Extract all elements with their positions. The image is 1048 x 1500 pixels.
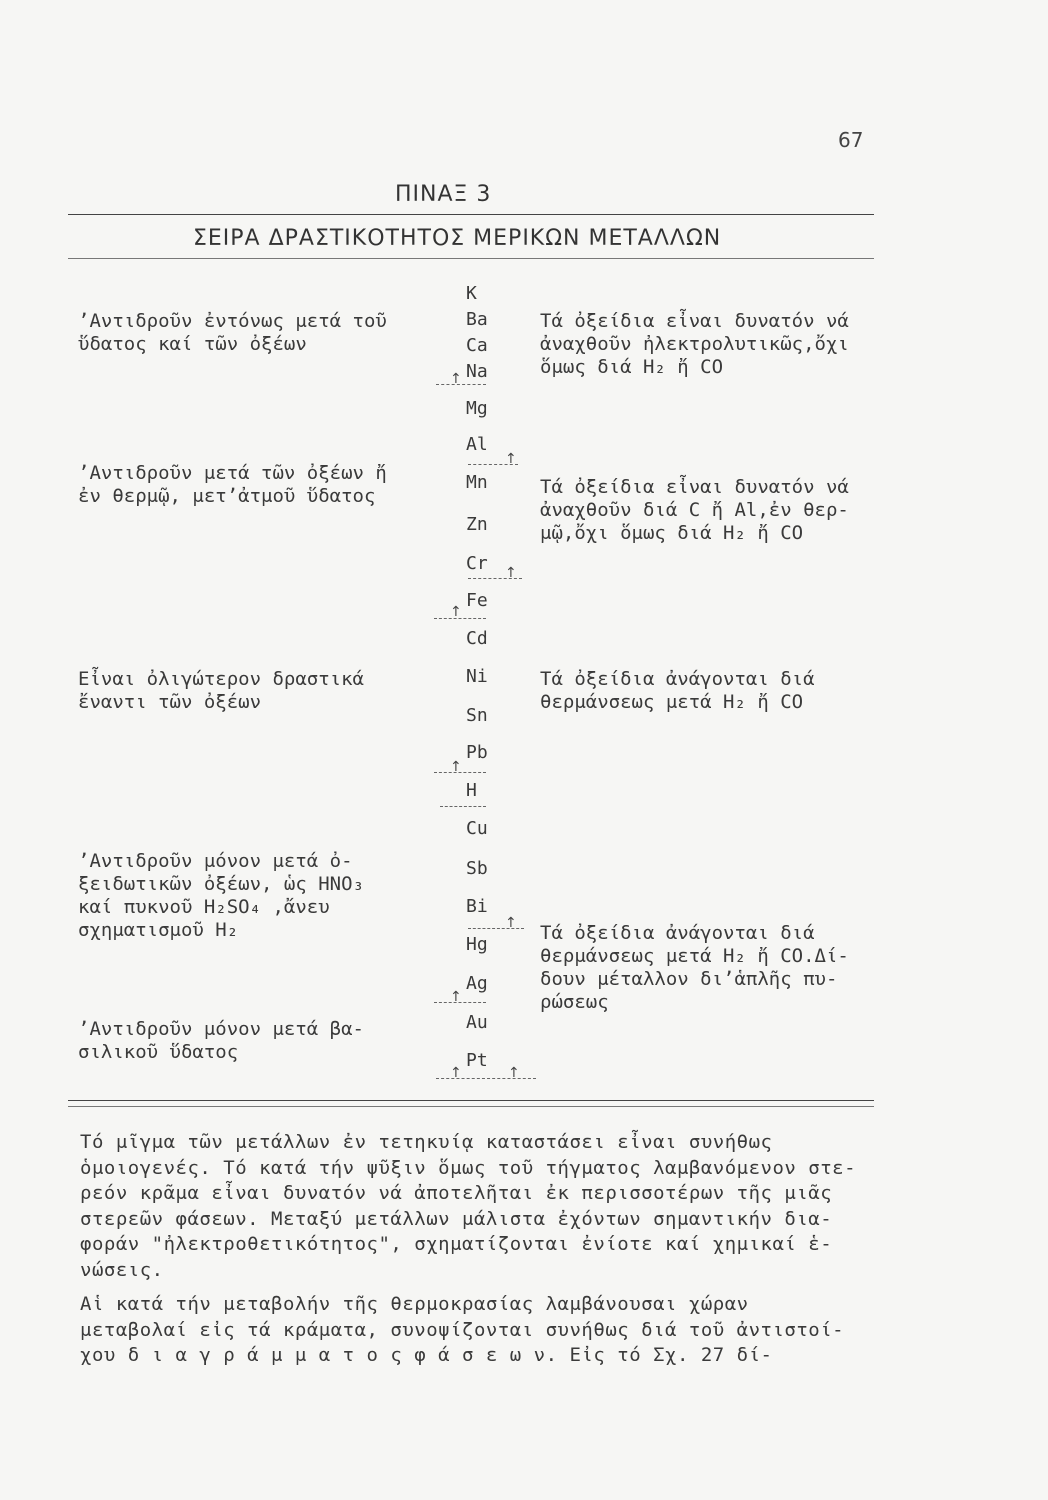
metal-zn: Zn: [466, 514, 488, 535]
metal-sn: Sn: [466, 705, 488, 726]
metal-k: K: [466, 283, 477, 304]
page-number: 67: [838, 128, 864, 152]
arrow-icon: ↑: [505, 451, 517, 467]
metal-ba: Ba: [466, 309, 488, 330]
body-line: ρεόν κρᾶμα εἶναι δυνατόν νά ἀποτελῆται ἐκ περισσοτέρων τῆς μιᾶς: [80, 1182, 833, 1204]
metal-na: Na: [466, 361, 488, 382]
metal-cr: Cr: [466, 553, 488, 574]
metal-h: H: [466, 780, 477, 801]
right-group-4: [540, 922, 849, 1014]
metal-cd: Cd: [466, 628, 488, 649]
left-line: ἔναντι τῶν ὀξέων: [78, 691, 262, 713]
body-paragraph-2: [80, 1292, 880, 1369]
body-line: στερεῶν φάσεων. Μεταξύ μετάλλων μάλιστα ἐχόντων σημαντικήν δια-: [80, 1207, 833, 1230]
metal-hg: Hg: [466, 934, 488, 955]
title-rule: [68, 258, 874, 259]
left-line: ξειδωτικῶν ὀξέων, ὡς HNO₃: [78, 873, 364, 895]
arrow-icon: ↑: [508, 1065, 520, 1081]
left-line: ἐν θερμῷ, μετʼἀτμοῦ ὕδατος: [78, 485, 376, 507]
left-group-3: [78, 668, 364, 714]
bottom-rule-thin: [68, 1106, 874, 1107]
metal-pt: Pt: [466, 1050, 488, 1071]
right-line: Τά ὀξείδια ἀνάγονται διά: [540, 922, 815, 944]
metal-mn: Mn: [466, 472, 488, 493]
left-line: ʼΑντιδροῦν μόνον μετά βα-: [78, 1018, 364, 1040]
arrow-icon: ↑: [450, 1065, 462, 1081]
left-line: ʼΑντιδροῦν ἐντόνως μετά τοῦ: [78, 310, 387, 332]
metal-ni: Ni: [466, 666, 488, 687]
arrow-icon: ↑: [505, 565, 517, 581]
table-title: ΣΕΙΡΑ ΔΡΑΣΤΙΚΟΤΗΤΟΣ ΜΕΡΙΚΩΝ ΜΕΤΑΛΛΩΝ: [193, 226, 722, 251]
left-group-1: [78, 310, 387, 356]
body-line: μεταβολαί εἰς τά κράματα, συνοψίζονται συνήθως διά τοῦ ἀντιστοί-: [80, 1318, 845, 1341]
right-line: δουν μέταλλον διʼἁπλῆς πυ-: [540, 968, 838, 990]
right-group-2: [540, 476, 849, 545]
top-rule: [68, 214, 874, 215]
separator-line: [440, 806, 486, 807]
body-line: ὁμοιογενές. Τό κατά τήν ψῦξιν ὅμως τοῦ τήγματος λαμβανόμενον στε-: [80, 1156, 857, 1179]
right-line: Τά ὀξείδια εἶναι δυνατόν νά: [540, 476, 849, 498]
right-line: Τά ὀξείδια εἶναι δυνατόν νά: [540, 310, 849, 332]
left-line: ὕδατος καί τῶν ὀξέων: [78, 333, 307, 355]
left-line: σιλικοῦ ὕδατος: [78, 1041, 239, 1063]
right-line: ὅμως διά H₂ ἤ CO: [540, 356, 724, 378]
right-group-3: [540, 668, 815, 714]
right-line: ρώσεως: [540, 991, 609, 1013]
right-line: Τά ὀξείδια ἀνάγονται διά: [540, 668, 815, 690]
right-group-1: [540, 310, 849, 379]
left-line: ʼΑντιδροῦν μόνον μετά ὀ-: [78, 850, 353, 872]
arrow-icon: ↑: [450, 604, 462, 620]
metal-pb: Pb: [466, 742, 488, 763]
body-line: Τό μῖγμα τῶν μετάλλων ἐν τετηκυίᾳ καταστάσει εἶναι συνήθως: [80, 1131, 773, 1153]
left-line: Εἶναι ὀλιγώτερον δραστικά: [78, 668, 364, 690]
metal-sb: Sb: [466, 858, 488, 879]
metal-mg: Mg: [466, 398, 488, 419]
right-line: ἀναχθοῦν ἠλεκτρολυτικῶς,ὄχι: [540, 333, 849, 355]
arrow-icon: ↑: [450, 371, 462, 387]
metal-ag: Ag: [466, 973, 488, 994]
metal-bi: Bi: [466, 896, 488, 917]
left-group-4: [78, 850, 364, 942]
right-line: θερμάνσεως μετά H₂ ἤ CO: [540, 691, 804, 713]
body-line: Αἱ κατά τήν μεταβολήν τῆς θερμοκρασίας λαμβάνουσαι χώραν: [80, 1293, 749, 1315]
metal-fe: Fe: [466, 590, 488, 611]
body-line: χου δ ι α γ ρ ά μ μ α τ ο ς φ ά σ ε ω ν. Εἰς τό Σχ. 27 δί-: [80, 1344, 773, 1366]
right-line: θερμάνσεως μετά H₂ ἤ CO.Δί-: [540, 945, 849, 967]
left-line: σχηματισμοῦ H₂: [78, 919, 239, 941]
arrow-icon: ↑: [450, 989, 462, 1005]
metal-ca: Ca: [466, 335, 488, 356]
arrow-icon: ↑: [505, 915, 517, 931]
left-group-2: [78, 462, 387, 508]
left-line: ʼΑντιδροῦν μετά τῶν ὀξέων ἤ: [78, 462, 387, 484]
right-line: ἀναχθοῦν διά C ἤ Al,ἐν θερ-: [540, 499, 849, 521]
body-line: φοράν "ἠλεκτροθετικότητος", σχηματίζονται ἐνίοτε καί χημικαί ἑ-: [80, 1233, 833, 1255]
right-line: μῷ,ὄχι ὅμως διά H₂ ἤ CO: [540, 522, 804, 544]
body-line: νώσεις.: [80, 1258, 164, 1281]
metal-al: Al: [466, 434, 488, 455]
metal-cu: Cu: [466, 818, 488, 839]
table-label: ΠΙΝΑΞ 3: [395, 182, 492, 207]
bottom-rule: [68, 1100, 874, 1101]
left-group-5: [78, 1018, 364, 1064]
metal-au: Au: [466, 1012, 488, 1033]
body-paragraph-1: [80, 1130, 880, 1283]
left-line: καί πυκνοῦ H₂SO₄ ,ἄνευ: [78, 896, 330, 918]
arrow-icon: ↑: [450, 759, 462, 775]
